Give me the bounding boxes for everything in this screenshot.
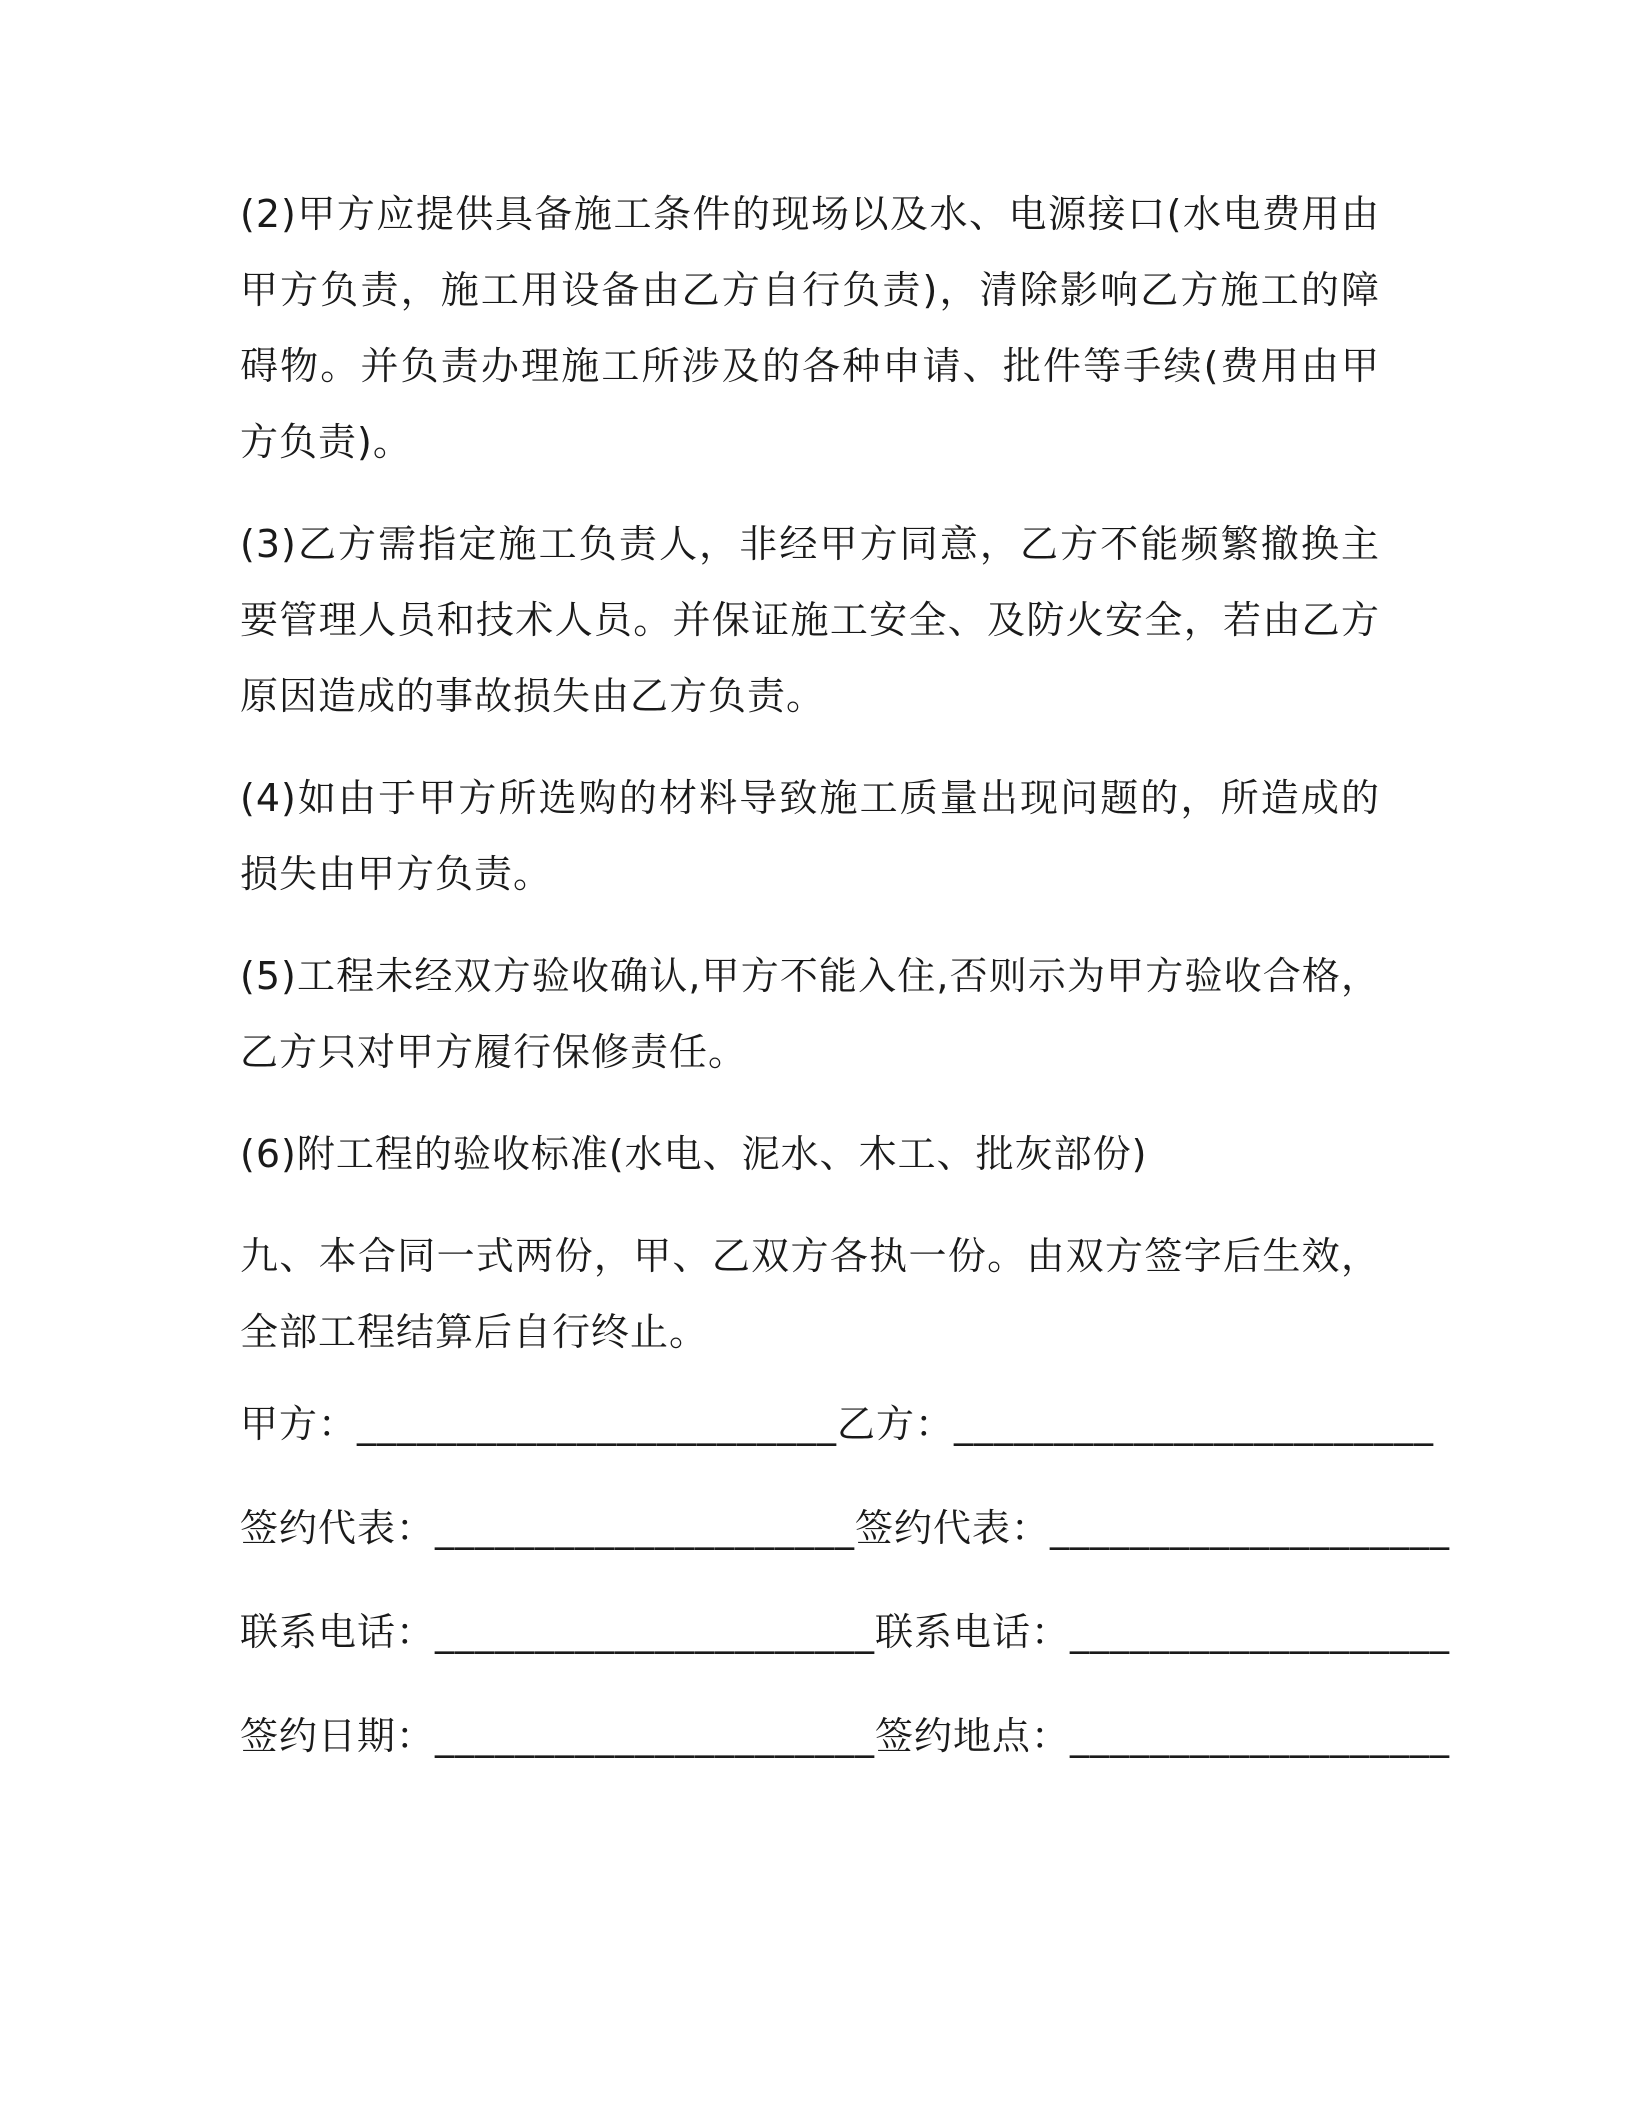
- party-a-signature-line: 甲方：________________________: [240, 1402, 838, 1446]
- clause-3: (3)乙方需指定施工负责人，非经甲方同意，乙方不能频繁撤换主要管理人员和技术人员。并保证施工安全、及防火安全，若由乙方原因造成的事故损失由乙方负责。: [240, 522, 1380, 718]
- party-b-phone-line: 联系电话：___________________: [875, 1610, 1451, 1654]
- signing-date-line: 签约日期：______________________: [240, 1714, 876, 1758]
- signature-row-phone: [240, 1606, 1451, 1658]
- document-page: [240, 176, 1451, 1814]
- clause-6: (6)附工程的验收标准(水电、泥水、木工、批灰部份): [240, 1132, 1148, 1176]
- signature-row-date-place: [240, 1710, 1451, 1762]
- signing-place-line: 签约地点：___________________: [875, 1714, 1451, 1758]
- clause-5: (5)工程未经双方验收确认,甲方不能入住,否则示为甲方验收合格，乙方只对甲方履行保修责任。: [240, 954, 1380, 1074]
- clause-2: (2)甲方应提供具备施工条件的现场以及水、电源接口(水电费用由甲方负责，施工用设备由乙方自行负责)，清除影响乙方施工的障碍物。并负责办理施工所涉及的各种申请、批件等手续(费用由甲方负责)。: [240, 192, 1380, 464]
- party-a-phone-line: 联系电话：______________________: [240, 1610, 876, 1654]
- signature-block: [240, 1398, 1451, 1762]
- party-b-representative-line: 签约代表：____________________: [855, 1506, 1451, 1550]
- party-a-representative-line: 签约代表：_____________________: [240, 1506, 856, 1550]
- signature-row-party: [240, 1398, 1435, 1450]
- clause-4: (4)如由于甲方所选购的材料导致施工质量出现问题的，所造成的损失由甲方负责。: [240, 776, 1380, 896]
- party-b-signature-line: 乙方：________________________: [837, 1402, 1435, 1446]
- clause-9: 九、本合同一式两份，甲、乙双方各执一份。由双方签字后生效，全部工程结算后自行终止。: [240, 1234, 1380, 1354]
- signature-row-representative: [240, 1502, 1451, 1554]
